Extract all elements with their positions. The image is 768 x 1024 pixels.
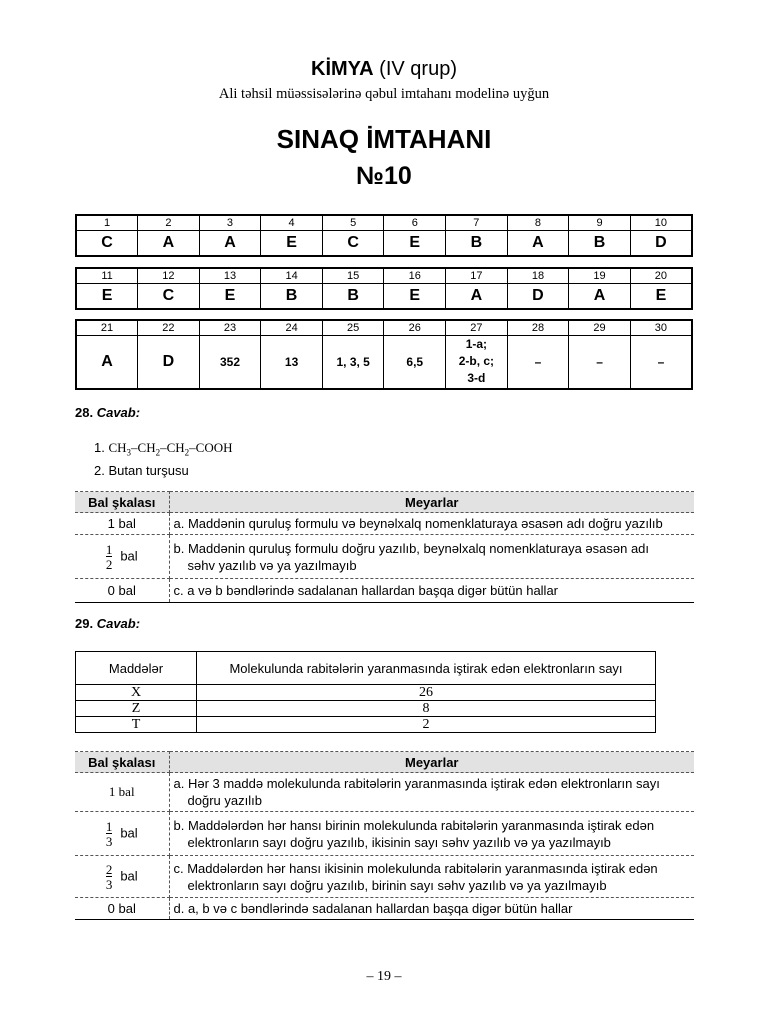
answer-value: A xyxy=(138,231,200,257)
answer-value: B xyxy=(261,284,323,310)
exam-title: SINAQ İMTAHANI xyxy=(276,124,492,154)
answer-value: – xyxy=(569,336,631,389)
criteria-text-line: b. Maddənin quruluş formulu doğru yazılıb, beynəlxalq nomenklaturaya əsasən adı xyxy=(173,540,650,556)
answer-value: E xyxy=(630,284,692,310)
criteria-score xyxy=(75,535,169,579)
answer-value: – xyxy=(630,336,692,389)
page-number: – 19 – xyxy=(366,969,402,984)
q29-criteria-table xyxy=(75,751,694,920)
question-number: 26 xyxy=(384,320,446,336)
criteria-text: a. Maddənin quruluş formulu və beynəlxalq nomenklaturaya əsasən adı doğru yazılıb xyxy=(169,513,694,535)
question-number: 27 xyxy=(446,320,508,336)
fraction-denominator: 3 xyxy=(105,833,113,849)
subject-group: (IV qrup) xyxy=(379,58,457,80)
criteria-header-criteria: Meyarlar xyxy=(169,752,694,773)
criteria-text-line: c. Maddələrdən hər hansı ikisinin molekulunda rabitələrin yaranmasında iştirak edən xyxy=(173,860,658,876)
criteria-score: 0 bal xyxy=(75,898,169,920)
q29-substances-table xyxy=(75,651,656,733)
question-number: 24 xyxy=(261,320,323,336)
criteria-header-scale: Bal şkalası xyxy=(75,492,169,513)
answer-value: B xyxy=(569,231,631,257)
question-number: 4 xyxy=(261,215,323,231)
answer-value: E xyxy=(384,284,446,310)
q29-number: 29. xyxy=(75,616,94,631)
fraction-denominator: 2 xyxy=(105,556,113,572)
criteria-row xyxy=(75,535,694,579)
q28-number: 28. xyxy=(75,405,94,420)
criteria-row xyxy=(75,856,694,898)
table-row xyxy=(76,717,656,733)
answer-value: E xyxy=(199,284,261,310)
electron-count: 8 xyxy=(197,701,656,717)
answer-value: B xyxy=(446,231,508,257)
criteria-score: 1 bal xyxy=(75,513,169,535)
answer-value: 6,5 xyxy=(384,336,446,389)
criteria-score xyxy=(75,856,169,898)
answer-value: A xyxy=(569,284,631,310)
substance-name: T xyxy=(76,717,197,733)
substance-name: X xyxy=(76,685,197,701)
criteria-text xyxy=(169,773,694,812)
answer-value: 1, 3, 5 xyxy=(322,336,384,389)
question-number: 1 xyxy=(76,215,138,231)
answer-key-values xyxy=(76,231,692,257)
answer-value: B xyxy=(322,284,384,310)
answer-value: A xyxy=(76,336,138,389)
answer-value: 1-a; 2-b, c; 3-d xyxy=(446,336,508,389)
answer-value: C xyxy=(322,231,384,257)
question-number: 28 xyxy=(507,320,569,336)
answer-value: – xyxy=(507,336,569,389)
question-number: 25 xyxy=(322,320,384,336)
question-number: 21 xyxy=(76,320,138,336)
answer-key-table-3 xyxy=(75,319,693,390)
q28-formula: $CH_3-CH_2-CH_2$–COOH xyxy=(108,440,233,458)
fraction-numerator: 1 xyxy=(105,541,113,557)
question-number: 22 xyxy=(138,320,200,336)
criteria-header-criteria: Meyarlar xyxy=(169,492,694,513)
score-unit: bal xyxy=(120,547,138,563)
fraction-numerator: 1 xyxy=(105,818,113,834)
question-number: 7 xyxy=(446,215,508,231)
criteria-text: d. a, b və c bəndlərində sadalanan hallardan başqa digər bütün hallar xyxy=(169,898,694,920)
criteria-row xyxy=(75,579,694,603)
question-number: 11 xyxy=(76,268,138,284)
answer-key-numbers xyxy=(76,320,692,336)
answer-value: 13 xyxy=(261,336,323,389)
criteria-row xyxy=(75,513,694,535)
question-number: 16 xyxy=(384,268,446,284)
fraction-denominator: 3 xyxy=(105,876,113,892)
question-number: 5 xyxy=(322,215,384,231)
score-unit: bal xyxy=(120,867,138,883)
criteria-row xyxy=(75,773,694,812)
answer-value: 352 xyxy=(199,336,261,389)
criteria-text xyxy=(169,535,694,579)
answer-value: A xyxy=(446,284,508,310)
subject-name: KİMYA xyxy=(311,58,374,80)
question-number: 12 xyxy=(138,268,200,284)
q28-answer-1-prefix: 1. xyxy=(94,440,105,455)
answer-value: D xyxy=(507,284,569,310)
criteria-score: 1 bal xyxy=(75,773,169,812)
criteria-row xyxy=(75,898,694,920)
answer-key-values xyxy=(76,336,692,389)
answer-value: E xyxy=(384,231,446,257)
criteria-text: c. a və b bəndlərində sadalanan hallardan başqa digər bütün hallar xyxy=(169,579,694,603)
table-row xyxy=(76,701,656,717)
criteria-header-scale: Bal şkalası xyxy=(75,752,169,773)
answer-value: E xyxy=(76,284,138,310)
score-fraction xyxy=(106,820,113,848)
question-number: 13 xyxy=(199,268,261,284)
q29-label xyxy=(75,616,140,631)
criteria-text-line: b. Maddələrdən hər hansı birinin molekulunda rabitələrin yaranmasında iştirak edən xyxy=(173,817,655,833)
q28-answer-1 xyxy=(94,439,233,462)
q28-answers xyxy=(94,439,233,480)
criteria-text xyxy=(169,856,694,898)
score-unit: bal xyxy=(120,824,138,840)
question-number: 17 xyxy=(446,268,508,284)
q28-answer-2: 2. Butan turşusu xyxy=(94,462,189,478)
answer-value: D xyxy=(138,336,200,389)
question-number: 8 xyxy=(507,215,569,231)
answer-key-values xyxy=(76,284,692,310)
criteria-row xyxy=(75,812,694,856)
question-number: 30 xyxy=(630,320,692,336)
criteria-text xyxy=(169,812,694,856)
answer-value: A xyxy=(199,231,261,257)
q28-cavab: Cavab: xyxy=(96,405,141,420)
answer-value: D xyxy=(630,231,692,257)
substance-name: Z xyxy=(76,701,197,717)
electron-count: 2 xyxy=(197,717,656,733)
q29-cavab: Cavab: xyxy=(96,616,141,631)
score-fraction xyxy=(106,863,113,891)
answer-key-table-2 xyxy=(75,267,693,310)
question-number: 29 xyxy=(569,320,631,336)
answer-value: E xyxy=(261,231,323,257)
question-number: 18 xyxy=(507,268,569,284)
answer-key-table-1 xyxy=(75,214,693,257)
subject-title xyxy=(0,58,768,81)
question-number: 15 xyxy=(322,268,384,284)
question-number: 6 xyxy=(384,215,446,231)
question-number: 20 xyxy=(630,268,692,284)
fraction-numerator: 2 xyxy=(105,861,113,877)
question-number: 14 xyxy=(261,268,323,284)
electrons-header: Molekulunda rabitələrin yaranmasında iştirak edən elektronların sayı xyxy=(197,652,656,685)
criteria-text-cont: elektronların sayı doğru yazılıb, ikisinin sayı səhv yazılıb və ya yazılmayıb xyxy=(187,834,611,850)
answer-value: C xyxy=(76,231,138,257)
question-number: 23 xyxy=(199,320,261,336)
question-number: 19 xyxy=(569,268,631,284)
score-fraction xyxy=(106,543,113,571)
table-row xyxy=(76,685,656,701)
criteria-text-line: a. Hər 3 maddə molekulunda rabitələrin yaranmasında iştirak edən elektronların sayı xyxy=(173,776,660,791)
criteria-text-cont: səhv yazılıb və ya yazılmayıb xyxy=(187,557,357,573)
subject-subtitle: Ali təhsil müəssisələrinə qəbul imtahanı modelinə uyğun xyxy=(218,86,550,102)
q28-criteria-table xyxy=(75,491,694,603)
electron-count: 26 xyxy=(197,685,656,701)
substances-header: Maddələr xyxy=(76,652,197,685)
criteria-score xyxy=(75,812,169,856)
answer-value: A xyxy=(507,231,569,257)
criteria-text-cont: doğru yazılıb xyxy=(187,793,262,808)
question-number: 3 xyxy=(199,215,261,231)
question-number: 2 xyxy=(138,215,200,231)
exam-number: №10 xyxy=(356,162,412,190)
question-number: 9 xyxy=(569,215,631,231)
criteria-text-cont: elektronların sayı doğru yazılıb, birinin sayı səhv yazılıb və ya yazılmayıb xyxy=(187,877,607,893)
criteria-score: 0 bal xyxy=(75,579,169,603)
question-number: 10 xyxy=(630,215,692,231)
q28-label xyxy=(75,405,140,420)
answer-key-numbers xyxy=(76,215,692,231)
answer-key-numbers xyxy=(76,268,692,284)
answer-value: C xyxy=(138,284,200,310)
